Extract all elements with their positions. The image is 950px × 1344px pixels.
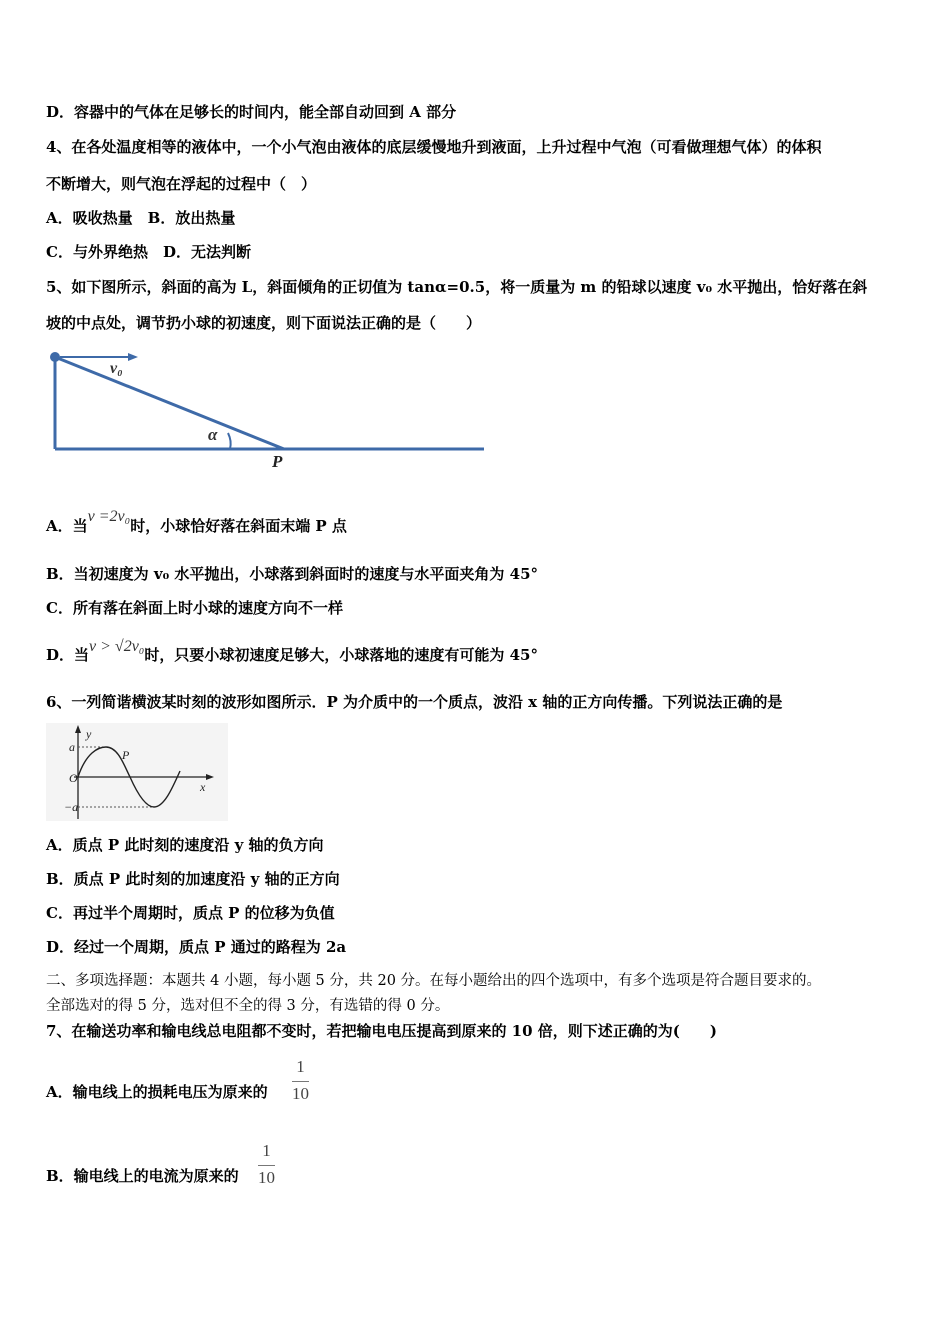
q5-option-a-suffix: 时，小球恰好落在斜面末端 P 点 <box>130 517 347 535</box>
q6-option-b: B．质点 P 此时刻的加速度沿 y 轴的正方向 <box>46 870 340 888</box>
q5-option-d-suffix: 时，只要小球初速度足够大，小球落地的速度有可能为 45° <box>144 646 538 664</box>
section2-heading-line1: 二、多项选择题：本题共 4 小题，每小题 5 分，共 20 分。在每小题给出的四个选项中，有多个选项是符合题目要求的。 <box>46 973 822 989</box>
q7-option-a: A．输电线上的损耗电压为原来的 <box>46 1083 268 1101</box>
q5-option-a-formula: v =2v₀ <box>87 508 131 525</box>
wave-x-label: x <box>200 780 206 794</box>
q7-option-b: B．输电线上的电流为原来的 <box>46 1167 239 1185</box>
q7-option-b-fraction <box>258 1141 275 1188</box>
q5-stem-line2: 坡的中点处，调节扔小球的初速度，则下面说法正确的是（ ） <box>46 314 482 332</box>
wave-figure <box>46 723 228 821</box>
q4-stem-line2: 不断增大，则气泡在浮起的过程中（ ） <box>46 175 317 193</box>
q5-option-d-formula: v > √2v₀ <box>89 638 145 655</box>
section2-heading-line2: 全部选对的得 5 分，选对但不全的得 3 分，有选错的得 0 分。 <box>46 998 450 1014</box>
point-p-label: P <box>272 452 283 471</box>
angle-arc <box>228 433 231 449</box>
q7-stem: 7、在输送功率和输电线总电阻都不变时，若把输电电压提高到原来的 10 倍，则下述正确的为( ) <box>46 1022 717 1040</box>
q5-stem-line1: 5、如下图所示，斜面的高为 L，斜面倾角的正切值为 tanα=0.5，将一质量为 m 的铅球以速度 v₀ 水平抛出，恰好落在斜 <box>46 278 868 296</box>
ball <box>50 352 60 362</box>
q4-stem-line1: 4、在各处温度相等的液体中，一个小气泡由液体的底层缓慢地升到液面，上升过程中气泡（可看做理想气体）的体积 <box>46 138 822 156</box>
angle-label: α <box>208 425 218 444</box>
q3-option-d: D．容器中的气体在足够长的时间内，能全部自动回到 A 部分 <box>46 103 457 121</box>
wave-amplitude-bottom-label: −a <box>64 800 79 814</box>
q5-option-a <box>46 508 347 537</box>
wave-origin-label: O <box>69 771 78 785</box>
incline-slope <box>55 357 284 449</box>
q6-option-d: D．经过一个周期，质点 P 通过的路程为 2a <box>46 938 347 956</box>
q5-option-d-prefix: D．当 <box>46 646 90 664</box>
q7-option-a-fraction <box>292 1057 309 1104</box>
q7-option-a-denominator: 10 <box>292 1084 309 1103</box>
wave-point-p-label: P <box>122 748 130 762</box>
q6-option-c: C．再过半个周期时，质点 P 的位移为负值 <box>46 904 335 922</box>
q6-option-a: A．质点 P 此时刻的速度沿 y 轴的负方向 <box>46 836 324 854</box>
wave-amplitude-top-label: a <box>69 740 75 754</box>
q7-option-b-denominator: 10 <box>258 1168 275 1187</box>
q5-option-d <box>46 638 538 666</box>
q6-stem: 6、一列简谐横波某时刻的波形如图所示．P 为介质中的一个质点，波沿 x 轴的正方向传播。下列说法正确的是 <box>46 693 783 711</box>
q5-option-b: B．当初速度为 v₀ 水平抛出，小球落到斜面时的速度与水平面夹角为 45° <box>46 565 539 583</box>
q4-options-ab: A．吸收热量 B．放出热量 <box>46 209 236 227</box>
q7-option-b-numerator: 1 <box>258 1141 275 1166</box>
wave-y-label: y <box>86 727 92 741</box>
q5-option-c: C．所有落在斜面上时小球的速度方向不一样 <box>46 599 343 617</box>
q4-options-cd: C．与外界绝热 D．无法判断 <box>46 243 251 261</box>
q5-option-a-prefix: A．当 <box>46 517 88 535</box>
q7-option-a-numerator: 1 <box>292 1057 309 1082</box>
velocity-label: v₀ <box>110 360 123 377</box>
incline-figure <box>40 345 500 475</box>
velocity-arrowhead-icon <box>128 353 138 361</box>
